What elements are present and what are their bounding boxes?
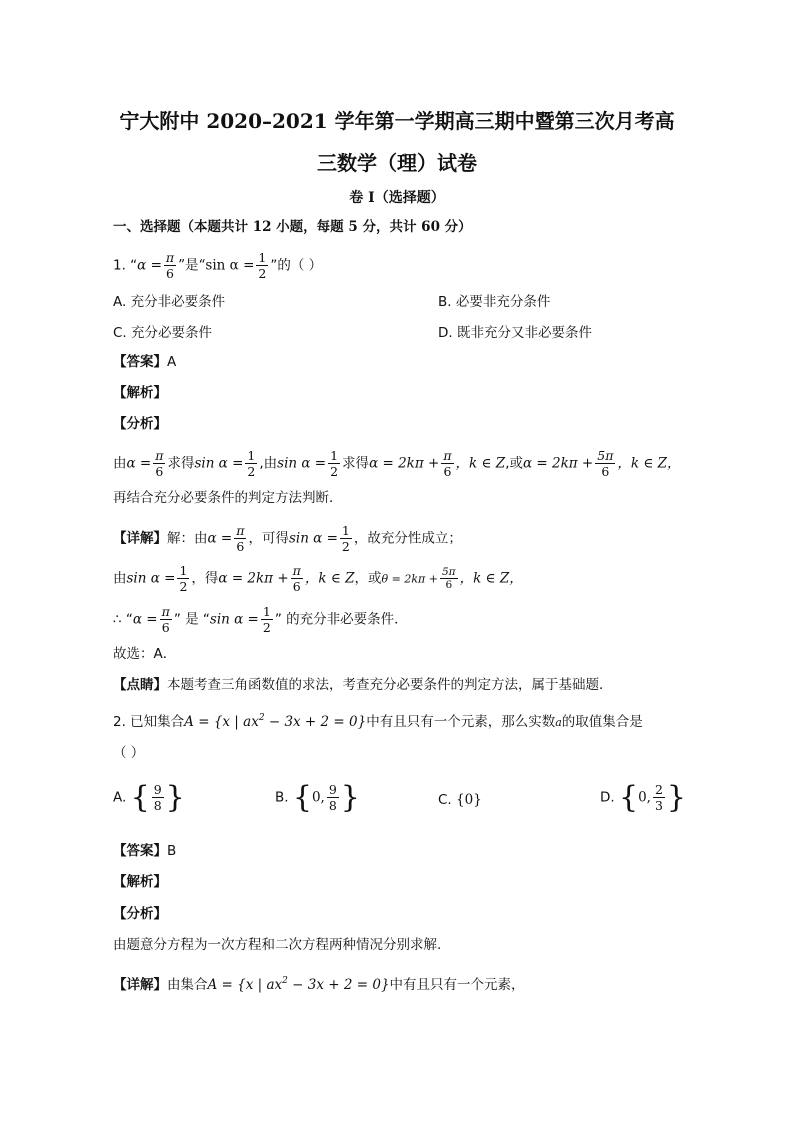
q2-fenxi: 【分析】: [113, 906, 167, 922]
section-title: 一、选择题（本题共计 12 小题，每题 5 分，共计 60 分）: [113, 219, 472, 235]
part-title: 卷 I（选择题）: [349, 190, 445, 206]
q1-option-a: A. 充分非必要条件: [113, 294, 226, 310]
q1-jiexi: 【解析】: [113, 385, 167, 401]
q1-num: 1. “: [113, 257, 138, 274]
q1-xiangjie-line1: 【详解】解：由α = $\frac{\pi}{6}$ ，可得sin α = $\frac{1}{2}$ ，故充分性成立；: [113, 523, 462, 554]
q1-frac-half: $\frac{1}{2}$: [258, 250, 267, 281]
exam-title-line2: 三数学（理）试卷: [317, 151, 477, 175]
question-2-stem: 2. 已知集合A = {x | $ax^2 - 3x + 2 = 0$}中有且只有一个元素，那么实数a的取值集合是: [113, 713, 643, 730]
q1-option-d: D. 既非充分又非必要条件: [438, 325, 592, 341]
q1-fenxi-line2: 再结合充分必要条件的判定方法判断．: [113, 490, 343, 506]
q1-dianjing: 【点睛】本题考查三角函数值的求法，考查充分必要条件的判定方法，属于基础题．: [113, 677, 613, 693]
q2-jiexi: 【解析】: [113, 874, 167, 890]
q2-paren: （ ）: [113, 745, 145, 761]
exam-title-line1: 宁大附中 2020–2021 学年第一学期高三期中暨第三次月考高: [119, 109, 675, 133]
q2-xiangjie: 【详解】由集合A = {x | $ax^2 - 3x + 2 = 0$}中有且只有一个元素，: [113, 976, 525, 993]
q1-frac-pi6: $\frac{\pi}{6}$: [165, 250, 175, 281]
q1-xiangjie-line2: 由sin α = $\frac{1}{2}$ ，得α = 2kπ + $\frac{\pi}{6}$ ，k ∈ Z，或θ = 2kπ + $\frac{5\pi}{6}$ ，k ∈ Z，: [113, 563, 523, 594]
q1-option-c: C. 充分必要条件: [113, 325, 213, 341]
q2-option-c: C. {0}: [438, 792, 482, 808]
q2-fenxi-text: 由题意分方程为一次方程和二次方程两种情况分别求解.: [113, 937, 442, 953]
q2-option-a: A. { $\frac{9}{8}$ }: [113, 780, 185, 815]
q1-answer: 【答案】A: [113, 354, 177, 370]
q1-is-sin: ”是“sin α =: [178, 257, 255, 274]
q1-fenxi: 【分析】: [113, 416, 167, 432]
q1-option-b: B. 必要非充分条件: [438, 294, 551, 310]
q1-alpha: α =: [137, 257, 162, 274]
q2-answer: 【答案】B: [113, 843, 177, 859]
q2-option-d: D. {0, $\frac{2}{3}$ }: [600, 780, 687, 815]
q1-therefore-line: ∴ “α = $\frac{\pi}{6}$ ” 是 “sin α = $\frac{1}{2}$ ” 的充分非必要条件．: [113, 604, 408, 635]
q2-option-b: B. {0, $\frac{9}{8}$ }: [275, 780, 360, 815]
q1-fenxi-line1: 由α = $\frac{\pi}{6}$ 求得sin α = $\frac{1}{2}$ ,由sin α = $\frac{1}{2}$ 求得α = 2kπ + $\frac{\pi}{6}$ ，k ∈ Z,或α = 2kπ + $\frac{5\pi}{6}$ ，k ∈ Z，: [113, 448, 681, 479]
q1-tail: ”的（ ）: [270, 257, 323, 274]
question-1-stem: [113, 250, 322, 281]
q1-guxuan: 故选：A．: [113, 646, 177, 662]
